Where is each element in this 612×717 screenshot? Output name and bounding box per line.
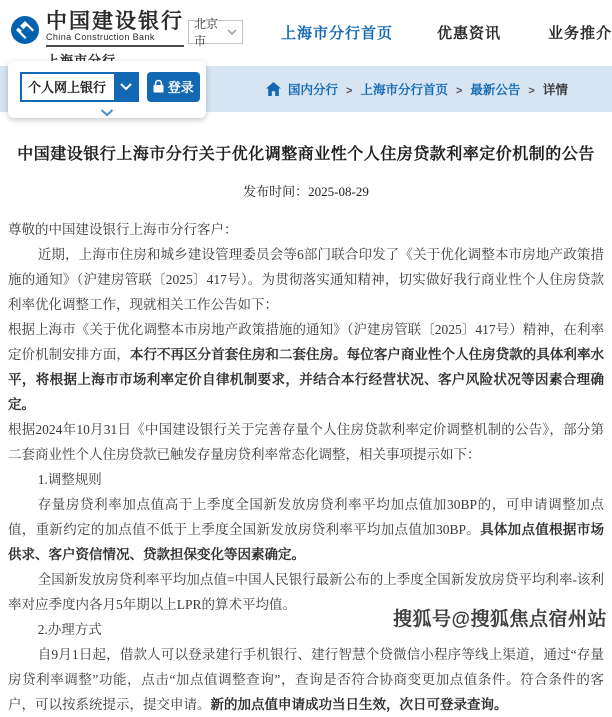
brand-name-cn: 中国建设银行	[46, 10, 184, 33]
breadcrumb-separator: >	[346, 85, 353, 97]
publish-date	[0, 181, 612, 200]
announcement-paragraph	[8, 417, 604, 467]
watermark: 搜狐号@搜狐焦点宿州站	[392, 609, 607, 630]
article	[0, 144, 612, 717]
breadcrumb-separator: >	[455, 85, 463, 97]
breadcrumb-item[interactable]: 国内分行	[288, 83, 339, 97]
ccb-logo-icon	[10, 15, 40, 45]
paragraph-text: 自9月1日起，借款人可以登录建行手机银行、建行智慧个贷微信小程序等线上渠道，通过“存量房贷利率调整”功能，点击“加点值调整查询”，查询是否符合协商变更加点值条件。符合条件的客户，可以按系统提示，提交申请。	[8, 647, 604, 712]
top-nav-link[interactable]: 优惠资讯	[437, 25, 502, 42]
breadcrumb-items	[288, 80, 568, 98]
article-title: 中国建设银行上海市分行关于优化调整商业性个人住房贷款利率定价机制的公告	[17, 146, 595, 163]
announcement-paragraph	[8, 317, 604, 417]
expand-chevron-icon[interactable]	[101, 109, 114, 116]
brand-name-en: China Construction Bank	[46, 32, 184, 47]
announcement-paragraph	[8, 467, 604, 492]
quick-login-card	[8, 61, 206, 118]
paragraph-text-bold: 具体加点值根据市场供求、客户资信情况、贷款担保变化等因素确定。	[8, 522, 604, 562]
site-header	[0, 0, 612, 62]
dropdown-chevron-button[interactable]	[114, 72, 139, 102]
login-button[interactable]	[147, 72, 200, 102]
paragraph-text-bold: 新的加点值申请成功当日生效，次日可登录查询。	[210, 697, 508, 712]
paragraph-text: 全国新发放房贷利率平均加点值=中国人民银行最新公布的上季度全国新发放房贷平均利率-该利率对应季度内各月5年期以上LPR的算术平均值。	[8, 572, 604, 612]
publish-date-label: 发布时间：	[243, 184, 309, 199]
breadcrumb-item[interactable]: 最新公告	[470, 83, 521, 97]
paragraph-text-bold: 本行不再区分首套住房和二套住房。每位客户商业性个人住房贷款的具体利率水平，将根据上海市市场利率定价自律机制要求，并结合本行经营状况、客户风险状况等因素合理确定。	[8, 347, 605, 412]
home-icon[interactable]	[266, 82, 281, 96]
breadcrumb-separator: >	[528, 85, 535, 97]
announcement-paragraph	[8, 217, 604, 242]
login-button-label: 登录	[167, 80, 194, 95]
announcement-paragraph	[8, 242, 604, 317]
paragraph-text: 根据上海市《关于优化调整本市房地产政策措施的通知》（沪建房管联〔2025〕417号）精神，在利率定价机制安排方面，	[8, 322, 604, 362]
paragraph-text: 根据2024年10月31日《中国建设银行关于完善存量个人住房贷款利率定价调整机制的公告》，部分第二套商业性个人住房贷款已触发存量房贷利率常态化调整，相关事项提示如下：	[8, 422, 604, 462]
chevron-down-icon	[227, 29, 237, 35]
article-body	[8, 217, 604, 717]
announcement-paragraph	[8, 492, 604, 567]
announcement-paragraph	[8, 642, 604, 717]
breadcrumb	[266, 66, 568, 112]
login-channel-value: 个人网上银行	[28, 80, 107, 95]
chevron-down-icon	[120, 83, 132, 90]
login-channel-dropdown[interactable]	[20, 72, 139, 102]
breadcrumb-bar	[0, 66, 612, 112]
paragraph-text: 尊敬的中国建设银行上海市分行客户：	[8, 222, 238, 237]
publish-date-value: 2025-08-29	[308, 184, 369, 199]
breadcrumb-item: 详情	[542, 83, 568, 97]
top-nav-link[interactable]: 上海市分行首页	[281, 25, 394, 42]
breadcrumb-item[interactable]: 上海市分行首页	[360, 83, 448, 97]
paragraph-text: 存量房贷利率加点值高于上季度全国新发放房贷利率平均加点值加30BP的，可申请调整加点值，重新约定的加点值不低于上季度全国新发放房贷利率平均加点值加30BP。	[8, 497, 604, 537]
paragraph-text: 近期，上海市住房和城乡建设管理委员会等6部门联合印发了《关于优化调整本市房地产政策措施的通知》（沪建房管联〔2025〕417号）。为贯彻落实通知精神，切实做好我行商业性个人住房贷款利率优化调整工作，现就相关工作公告如下：	[8, 247, 604, 312]
lock-icon	[153, 80, 164, 93]
city-selector[interactable]	[188, 17, 243, 48]
paragraph-text: 2.办理方式	[37, 622, 102, 637]
paragraph-text: 1.调整规则	[37, 472, 102, 487]
top-nav-link[interactable]: 业务推介	[548, 25, 612, 42]
city-selector-value: 北京市	[194, 17, 219, 48]
